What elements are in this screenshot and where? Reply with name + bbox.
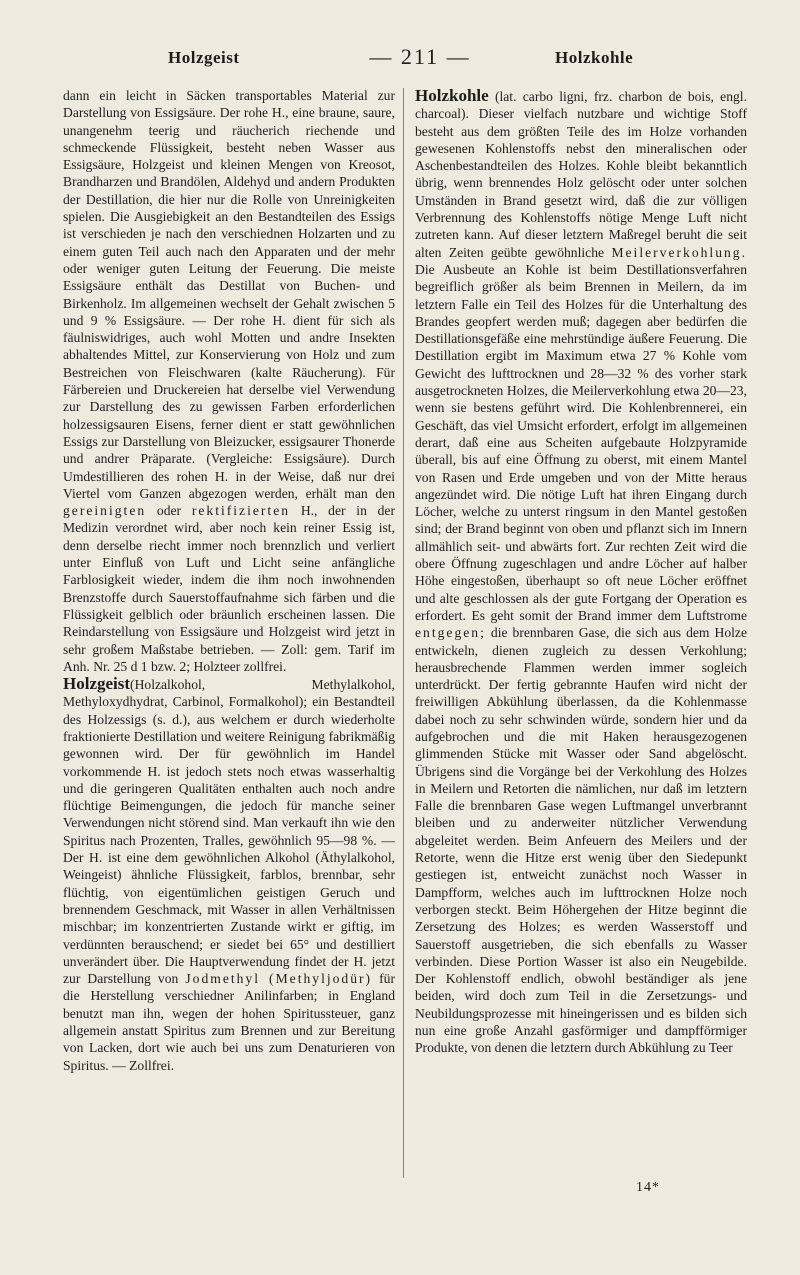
entry-headword: Holzkohle — [415, 86, 489, 105]
spaced-term: entgegen; — [415, 625, 486, 641]
running-head — [60, 44, 750, 74]
entry-headword: Holzgeist — [63, 674, 131, 694]
header-right-keyword: Holzkohle — [555, 48, 634, 67]
page-number: — 211 — — [369, 44, 471, 69]
entry-holzkohle: Holzkohle (lat. carbo ligni, frz. charbon de bois, engl. charcoal). Dieser vielfach nutzbare und wichtige Stoff besteht aus dem größten Teile des im Holze vorhanden gewesenen Kohlenstoffs nebst den mineralischen oder Aschenbestandteilen des Holzes. Kohle bleibt bekanntlich übrig, wenn brennendes Holz gelöscht oder unter solchen Umständen in Brand gesetzt wird, daß die zur völligen Verbrennung des Kohlenstoffs nötige Menge Luft nicht zutreten kann. Auf dieser letztern Maßregel beruht die seit alten Zeiten geübte gewöhnliche Meilerverkohlung. Die Ausbeute an Kohle ist beim Destillationsverfahren begreiflich größer als beim Brennen in Meilern, da im letztern Falle ein Teil des Holzes für die Unterhaltung des Brandes geopfert werden muß; dagegen aber bedürfen die Destillationsgefäße eine mehrstündige äußere Feuerung. Die Destillation ergibt im Maximum etwa 27 % Kohle vom Gewicht des lufttrocknen und 28—32 % des vorher stark ausgetrockneten Holzes, die Meilerverkohlung etwa 20—23, wenn sie bestens geführt wird. Die Kohlenbrennerei, ein Geschäft, das viel Umsicht erfordert, erfolgt im allgemeinen derart, daß eine aus Scheiten aufgebaute Holzpyramide überall, bis auf eine Öffnung zu oberst, mit einem Mantel von Rasen und Erde umgeben und von der Mitte heraus angezündet wird. Die nötige Luft hat ihren Eingang durch Löcher, welche zu unterst ringsum in den Mantel gestoßen sind; der Brand beginnt von oben und pflanzt sich im Innern allmählich seit- und abwärts fort. Zur rechten Zeit wird die obere Öffnung zugeschlagen und andre Löcher auf halber Höhe eingestoßen, überhaupt so oft neue Löcher eröffnet und alte geschlossen als der gute Fortgang der Operation es erfordert. Es geht somit der Brand immer dem Luftstrome entgegen; die brennbaren Gase, die sich aus dem Holze entwickeln, dienen zugleich zu dessen Verkohlung; herausbrechende Flammen werden immer sogleich unterdrückt. Der fertig gebrannte Haufen wird nicht der freiwilligen Abkühlung überlassen, da die Kohlenmasse dabei noch zu sehr schwinden würde, sondern hier und da aufgebrochen und die mit Haken herausgezogenen glimmenden Stücke mit Wasser oder Sand abgelöscht. Übrigens sind die Vorgänge bei der Verkohlung des Holzes in Meilern und Retorten die nämlichen, nur daß im letztern Falle die brennbaren Gase wegen Luftmangel unverbrannt bleiben und zu anderweiter nützlicher Verwendung abgeleitet werden. Beim Anfeuern des Meilers und der Retorte, wenn die Hitze erst wenig über den Siedepunkt gestiegen ist, entweicht zunächst noch Wasser in Dampfform, welches auch im lufttrocknen Holze noch verborgen steckt. Beim Höhergehen der Hitze beginnt die Zersetzung des Holzes; es werden Wasserstoff und Sauerstoff ausgetrieben, die sich ebenfalls zu Wasser verbinden. Diese Portion Wasser ist also ein Neugebilde. Der Kohlenstoff endlich, obwohl beständiger als jene beiden, wird doch zum Teil in die Zersetzungs- und Neubildungsprozesse mit hineingerissen und es bilden sich nun eine große Anzahl gasförmiger und dampfförmiger Produkte, von denen die letztern durch Abkühlung zu Teer — [415, 86, 747, 1056]
entry-holzgeist: Holzgeist(Holzalkohol, Methylalkohol, Methyloxydhydrat, Carbinol, Formalkohol); ein Bestandteil des Holzessigs (s. d.), aus welchem er durch wiederholte fraktionierte Destillation und weitere Reinigung fabrikmäßig gewonnen wird. Der für gewöhnlich im Handel vorkommende H. ist jedoch stets noch etwas wasserhaltig und die geringeren Qualitäten enthalten auch noch andre flüchtige Beimengungen, die jedoch für manche seiner Verwendungen nicht störend sind. Man verkauft ihn wie den Spiritus nach Prozenten, Tralles, gewöhnlich 95—98 %. — Der H. ist eine dem gewöhnlichen Alkohol (Äthylalkohol, Weingeist) ähnliche Flüssigkeit, farblos, brennbar, sehr flüchtig, von eigentümlichen geistigen Geruch und brennendem Geschmack, mit Wasser in allen Verhältnissen mischbar; im konzentrierten Zustande wirkt er giftig, im verdünnten berauschend; er siedet bei 65° und destilliert unverändert über. Die Hauptverwendung findet der H. jetzt zur Darstellung von Jodmethyl (Methyljodür) für die Herstellung verschiedner Anilinfarben; in England benutzt man ihn, wegen der hohen Spiritussteuer, ganz allgemein anstatt Spiritus zum Brennen und zur Bereitung von Lacken, dort wie auch bei uns zum Denaturieren von Spiritus. — Zollfrei. — [63, 674, 395, 1073]
spaced-term: Jodmethyl (Methyljodür) — [185, 971, 373, 987]
printer-signature: 14* — [636, 1180, 660, 1195]
left-column — [63, 87, 395, 1074]
right-column — [415, 87, 747, 1057]
header-left-keyword: Holzgeist — [168, 48, 240, 67]
column-divider — [403, 88, 404, 1178]
spaced-term: Meilerverkohlung. — [611, 244, 747, 260]
spaced-term: gereinigten — [63, 503, 147, 519]
entry-holzessig-continued: dann ein leicht in Säcken transportables Material zur Darstellung von Essigsäure. Der rohe H., eine braune, saure, unangenehm teerig und räucherich riechende und schmeckende Flüssigkeit, besteht neben Wasser aus Essigsäure, Holzgeist und kleinen Mengen von Kreosot, Brandharzen und Brandölen, Aldehyd und andern Produkten der Destillation, die hier nur die Rolle von Unreinigkeiten spielen. Die Ausgiebigkeit an den Bestandteilen des Essigs ist verschieden je nach den verschiednen Holzarten und zu einem guten Teil auch nach den Apparaten und der mehr oder weniger guten Leitung der Feuerung. Die meiste Essigsäure enthält das Destillat von Buchen- und Birkenholz. Im allgemeinen wechselt der Gehalt zwischen 5 und 9 % Essigsäure. — Der rohe H. dient für sich als fäulniswidriges, auch wohl Motten und andre Insekten abhaltendes Mittel, zur Konservierung von Holz und zum Bestreichen von Fleischwaren (kalte Räucherung). Für Färbereien und Druckereien hat derselbe viel Verwendung zur Darstellung des zu gewissen Farben erforderlichen holzessigsauren Eisens, ferner dient er statt gewöhnlichen Essigs zur Darstellung von Bleizucker, essigsaurer Thonerde und andrer Präparate. (Vergleiche: Essigsäure). Durch Umdestillieren des rohen H. in der Weise, daß nur drei Viertel vom Ganzen abgezogen werden, erhält man den gereinigten oder rektifizierten H., der in der Medizin verordnet wird, aber noch kein reiner Essig ist, denn derselbe riecht immer noch brennzlich und verliert unter Einfluß von Luft und Licht seine anfängliche Farblosigkeit wieder, indem die ihm noch inwohnenden Brenzstoffe durch Sauerstoffaufnahme sich färben und die Flüssigkeit gelblich oder bräunlich erscheinen lassen. Die Reindarstellung von Essigsäure und Holzgeist wird jetzt in sehr großem Maßstabe betrieben. — Zoll: gem. Tarif im Anh. Nr. 25 d 1 bzw. 2; Holzteer zollfrei. — [63, 88, 395, 674]
spaced-term: rektifizierten — [191, 503, 291, 519]
